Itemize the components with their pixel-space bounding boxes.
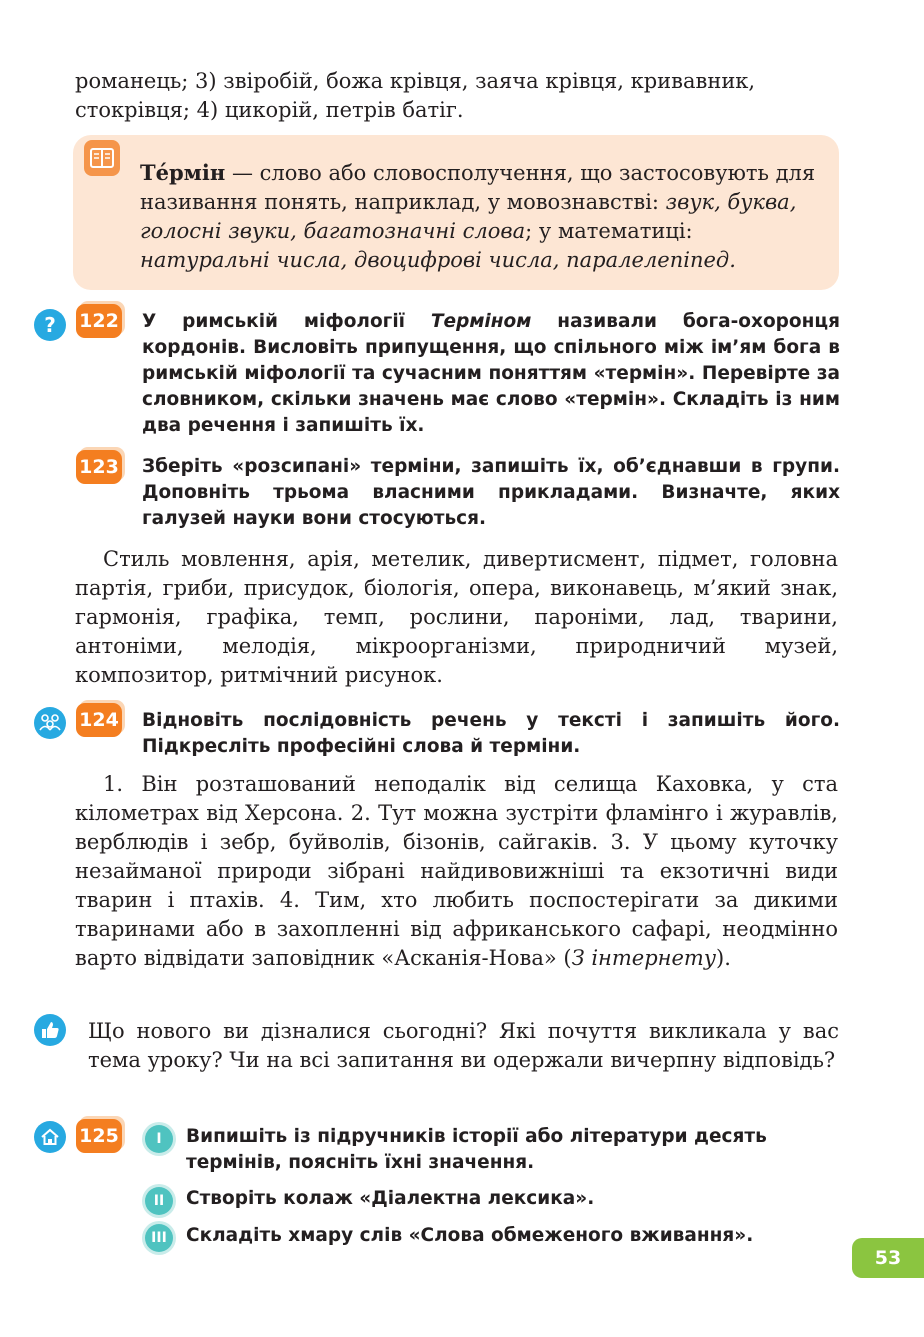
- intro-line-2: стокрівця; 4) цикорій, петрів батіг.: [75, 98, 464, 122]
- task-number-125: 125: [76, 1119, 122, 1153]
- task-122-part-1: У римській міфології: [142, 311, 431, 332]
- task-number-122: 122: [76, 304, 122, 338]
- book-icon: [84, 140, 120, 176]
- task-122-text: [142, 309, 840, 439]
- level-badge-3: III: [145, 1224, 173, 1252]
- term-word: Те́рмін: [140, 160, 226, 185]
- task-125-item-1: Випишіть із підручників історії або літератури десять термінів, поясніть їхні значення.: [186, 1126, 767, 1173]
- task-number-123: 123: [76, 450, 122, 484]
- scattered-terms-paragraph: Стиль мовлення, арія, метелик, дивертисмент, підмет, головна партія, гриби, присудок, біологія, опера, виконавець, м’який знак, гармонія, графіка, темп, рослини, пароніми, лад, тварини, антоніми, мелодія, мікроорганізми, природничий музей, композитор, ритмічний рисунок.: [75, 547, 838, 687]
- task-122-italic: Терміном: [430, 311, 532, 332]
- intro-text: [75, 67, 838, 125]
- level-badge-1: I: [145, 1125, 173, 1153]
- reading-end: ).: [716, 946, 731, 970]
- reading-source: З інтернету: [571, 946, 717, 970]
- home-icon: [34, 1121, 66, 1153]
- term-definition: [140, 158, 820, 275]
- group-icon: [34, 707, 66, 739]
- term-text-1: — слово або словосполучення, що застосовують для називання понять, наприклад, у мовознавстві:: [140, 161, 816, 214]
- task-125-item-2: Створіть колаж «Діалектна лексика».: [186, 1188, 595, 1209]
- term-text-2: ; у математиці:: [525, 219, 693, 243]
- task-124-text: Відновіть послідовність речень у тексті і запишіть його. Підкресліть професійні слова й терміни.: [142, 710, 840, 757]
- page-number: 53: [852, 1238, 924, 1278]
- term-examples-math: натуральні числа, двоцифрові числа, паралелепіпед.: [140, 248, 736, 272]
- reflection-questions: Що нового ви дізналися сьогодні? Які почуття викликала у вас тема уроку? Чи на всі запитання ви одержали вичерпну відповідь?: [88, 1019, 839, 1072]
- task-122-part-2: називали бога-охоронця кордонів. Висловіть припущення, що спільного між ім’ям бога в римській міфології та сучасним поняттям «термін». Перевірте за словником, скільки значень має слово «термін». Складіть із ним два речення і запишіть їх.: [142, 311, 840, 436]
- task-number-124: 124: [76, 703, 122, 737]
- term-examples-linguistics: звук, буква, голосні звуки, багатозначні слова: [140, 190, 797, 243]
- task-124-reading-text: [75, 770, 838, 973]
- task-123-text: Зберіть «розсипані» терміни, запишіть їх, об’єднавши в групи. Доповніть трьома власними прикладами. Визначте, яких галузей науки вони стосуються.: [142, 456, 840, 529]
- task-125-item-3: Складіть хмару слів «Слова обмеженого вживання».: [186, 1225, 754, 1246]
- question-icon: ?: [34, 309, 66, 341]
- thumbs-up-icon: [34, 1014, 66, 1046]
- reading-body: 1. Він розташований неподалік від селища Каховка, у ста кілометрах від Херсона. 2. Тут можна зустріти фламінго і журавлів, верблюдів і зебр, буйволів, бізонів, сайгаків. 3. У цьому куточку незайманої природи зібрані найдивовижніші та екзотичні види тварин і птахів. 4. Тим, хто любить поспостерігати за дикими тваринами або в захопленні від африканського сафарі, неодмінно варто відвідати заповідник «Асканія-Нова» (: [75, 772, 838, 970]
- level-badge-2: II: [145, 1187, 173, 1215]
- intro-line-1: романець; 3) звіробій, божа крівця, заяча крівця, кривавник,: [75, 69, 756, 93]
